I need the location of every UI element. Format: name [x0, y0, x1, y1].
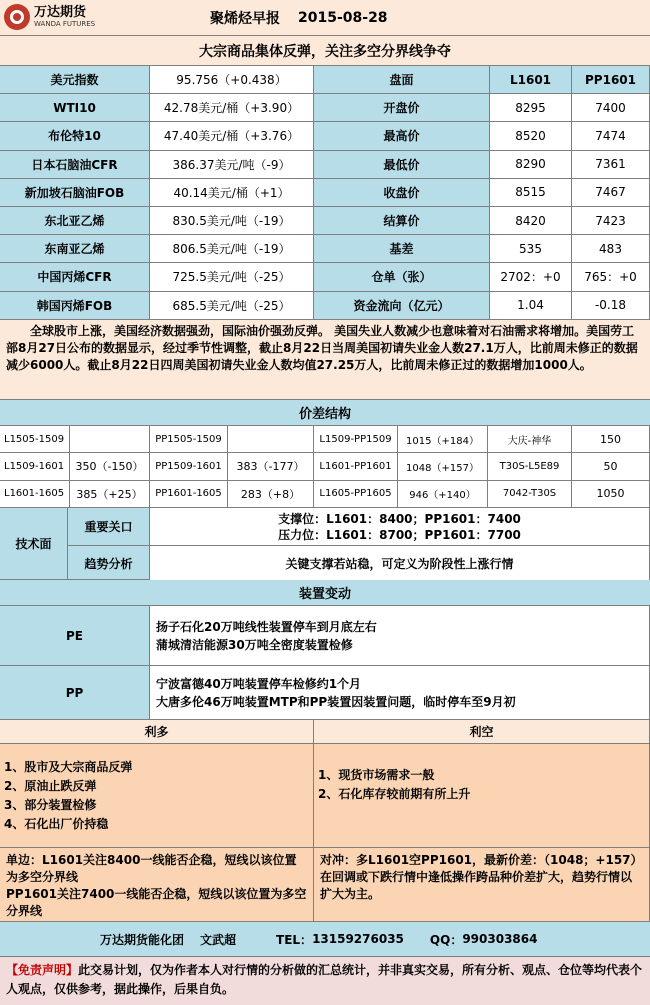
pp1601-value: 7423	[572, 207, 650, 234]
l1601-value: 8420	[490, 207, 572, 234]
bull-item: 4、石化出厂价持稳	[4, 816, 109, 831]
spread-value: 150	[572, 426, 650, 452]
pp-device-list	[150, 666, 650, 719]
spread-contract: T30S-L5E89	[488, 453, 572, 479]
pe-label: PE	[0, 606, 150, 665]
l1601-value: 2702：+0	[490, 263, 572, 290]
hedge-strategy	[314, 848, 650, 921]
market-row	[0, 292, 650, 320]
spread-contract: L1505-1509	[0, 426, 70, 452]
spread-value: 1015（+184）	[398, 426, 488, 452]
spread-contract: PP1601-1605	[150, 481, 228, 507]
price-label: 最高价	[314, 122, 490, 149]
spread-contract: L1509-PP1509	[314, 426, 398, 452]
spread-value: 1050	[572, 481, 650, 507]
price-label: 开盘价	[314, 94, 490, 121]
bear-item: 1、现货市场需求一般	[318, 768, 435, 782]
market-row	[0, 179, 650, 207]
support-level: 支撑位：L1601：8400；PP1601：7400	[278, 511, 521, 526]
key-levels	[150, 508, 650, 546]
price-label: 盘面	[314, 66, 490, 93]
spread-value	[228, 426, 314, 452]
market-row	[0, 66, 650, 94]
indicator-name: 美元指数	[0, 66, 150, 93]
pp1601-value: -0.18	[572, 292, 650, 319]
pe-device-2: 蒲城清洁能源30万吨全密度装置检修	[156, 637, 353, 652]
pe-device-list	[150, 606, 650, 665]
market-row	[0, 207, 650, 235]
spread-value: 1048（+157）	[398, 453, 488, 479]
author-name: 文武超	[200, 932, 237, 947]
technical-section	[0, 508, 650, 580]
report-header	[0, 0, 650, 36]
market-row	[0, 122, 650, 150]
bull-item: 2、原油止跌反弹	[4, 778, 97, 793]
indicator-name: 韩国丙烯FOB	[0, 292, 150, 319]
spread-value: 283（+8）	[228, 481, 314, 507]
single-strategy	[0, 848, 314, 921]
indicator-name: 日本石脑油CFR	[0, 151, 150, 178]
market-row	[0, 94, 650, 122]
price-label: 资金流向（亿元）	[314, 292, 490, 319]
pp1601-value: PP1601	[572, 66, 650, 93]
pp1601-value: 7467	[572, 179, 650, 206]
spread-contract: L1605-PP1605	[314, 481, 398, 507]
spread-value: 385（+25）	[70, 481, 150, 507]
pp1601-value: 7361	[572, 151, 650, 178]
pp-device-1: 宁波富德40万吨装置停车检修约1个月	[156, 676, 362, 691]
headline: 大宗商品集体反弹，关注多空分界线争夺	[0, 36, 650, 66]
disclaimer	[0, 957, 650, 1005]
report-date: 2015-08-28	[298, 10, 388, 26]
l1601-value: 8515	[490, 179, 572, 206]
spread-contract: L1601-1605	[0, 481, 70, 507]
indicator-value: 40.14美元/桶（+1）	[150, 179, 314, 206]
spread-row	[0, 453, 650, 480]
spread-row	[0, 481, 650, 508]
spread-value: 946（+140）	[398, 481, 488, 507]
key-level-label: 重要关口	[68, 508, 150, 546]
pe-device-row	[0, 606, 650, 666]
l1601-value: 8295	[490, 94, 572, 121]
pp1601-value: 7400	[572, 94, 650, 121]
macro-text: 全球股市上涨，美国经济数据强劲，国际油价强劲反弹。 美国失业人数减少也意味着对石油需求将增加。美国劳工部8月27日公布的数据显示，经过季节性调整，截止8月22日当周美国初请失业金人数27.1万人，比前周未修正的数据减少6000人。截止8月22日四周美国初请失业金人数均值27.25万人，比前周未修正过的数据增加1000人。	[6, 324, 638, 372]
hedge-strategy-text: 对冲：多L1601空PP1601，最新价差：（1048；+157）在回调或下跌行情中逢低操作跨品种价差扩大，趋势行情以扩大为主。	[320, 853, 643, 901]
bear-item: 2、石化库存较前期有所上升	[318, 787, 471, 801]
strategy-row	[0, 848, 650, 922]
spread-contract: 7042-T30S	[488, 481, 572, 507]
trend-label: 趋势分析	[68, 546, 150, 580]
indicator-value: 95.756（+0.438）	[150, 66, 314, 93]
l1601-value: 8520	[490, 122, 572, 149]
indicator-name: WTI10	[0, 94, 150, 121]
indicator-value: 386.37美元/吨（-9）	[150, 151, 314, 178]
market-row	[0, 235, 650, 263]
spread-contract: PP1505-1509	[150, 426, 228, 452]
trend-analysis: 关键支撑若站稳，可定义为阶段性上涨行情	[150, 546, 650, 580]
spread-value: 50	[572, 453, 650, 479]
pp1601-value: 7474	[572, 122, 650, 149]
bear-list	[314, 744, 650, 847]
bull-list	[0, 744, 314, 847]
price-label: 收盘价	[314, 179, 490, 206]
spread-title: 价差结构	[0, 400, 650, 426]
l1601-value: L1601	[490, 66, 572, 93]
pp1601-value: 483	[572, 235, 650, 262]
market-row	[0, 151, 650, 179]
indicator-name: 新加坡石脑油FOB	[0, 179, 150, 206]
l1601-value: 8290	[490, 151, 572, 178]
logo-cn: 万达期货	[34, 5, 87, 20]
macro-commentary	[0, 320, 650, 400]
tel-number: 13159276035	[312, 932, 404, 946]
contact-footer	[0, 922, 650, 957]
tel-label: TEL：	[276, 932, 313, 947]
indicator-value: 830.5美元/吨（-19）	[150, 207, 314, 234]
pp-device-row	[0, 666, 650, 720]
disclaimer-text: 此交易计划，仅为作者本人对行情的分析做的汇总统计，并非真实交易，所有分析、观点、仓位等均代表个人观点，仅供参考，据此操作，后果自负。	[6, 963, 643, 996]
spread-contract: L1509-1601	[0, 453, 70, 479]
bear-title: 利空	[314, 720, 650, 743]
factor-header	[0, 720, 650, 744]
pe-device-1: 扬子石化20万吨线性装置停车到月底左右	[156, 619, 377, 634]
team-name: 万达期货能化团	[100, 932, 185, 947]
indicator-value: 47.40美元/桶（+3.76）	[150, 122, 314, 149]
bull-title: 利多	[0, 720, 314, 743]
device-title: 装置变动	[0, 580, 650, 606]
price-label: 仓单（张）	[314, 263, 490, 290]
price-label: 结算价	[314, 207, 490, 234]
indicator-value: 725.5美元/吨（-25）	[150, 263, 314, 290]
price-label: 最低价	[314, 151, 490, 178]
company-logo	[4, 4, 95, 30]
report-title: 聚烯烃早报	[210, 11, 280, 27]
resistance-level: 压力位：L1601：8700；PP1601：7700	[278, 527, 521, 542]
indicator-value: 685.5美元/吨（-25）	[150, 292, 314, 319]
logo-en: WANDA FUTURES	[34, 20, 96, 28]
price-label: 基差	[314, 235, 490, 262]
indicator-name: 东南亚乙烯	[0, 235, 150, 262]
single-strategy-text: 单边：L1601关注8400一线能否企稳，短线以该位置为多空分界线 PP1601关注7400一线能否企稳，短线以该位置为多空分界线	[6, 853, 307, 918]
spread-contract: L1601-PP1601	[314, 453, 398, 479]
spread-contract: PP1509-1601	[150, 453, 228, 479]
pp1601-value: 765：+0	[572, 263, 650, 290]
pp-label: PP	[0, 666, 150, 719]
qq-label: QQ：	[429, 932, 463, 947]
wanda-logo-icon	[4, 4, 30, 30]
bull-item: 1、股市及大宗商品反弹	[4, 759, 133, 774]
factor-body	[0, 744, 650, 848]
pp-device-2: 大唐多伦46万吨装置MTP和PP装置因装置问题，临时停车至9月初	[156, 694, 516, 709]
spread-contract: 大庆-神华	[488, 426, 572, 452]
spread-row	[0, 426, 650, 453]
indicator-name: 布伦特10	[0, 122, 150, 149]
l1601-value: 535	[490, 235, 572, 262]
l1601-value: 1.04	[490, 292, 572, 319]
qq-number: 990303864	[462, 932, 538, 946]
market-row	[0, 263, 650, 291]
indicator-value: 42.78美元/桶（+3.90）	[150, 94, 314, 121]
indicator-value: 806.5美元/吨（-19）	[150, 235, 314, 262]
spread-value: 383（-177）	[228, 453, 314, 479]
spread-value	[70, 426, 150, 452]
indicator-name: 中国丙烯CFR	[0, 263, 150, 290]
bull-item: 3、部分装置检修	[4, 797, 97, 812]
technical-label: 技术面	[0, 508, 68, 579]
indicator-name: 东北亚乙烯	[0, 207, 150, 234]
spread-value: 350（-150）	[70, 453, 150, 479]
disclaimer-tag: 【免责声明】	[6, 963, 79, 977]
